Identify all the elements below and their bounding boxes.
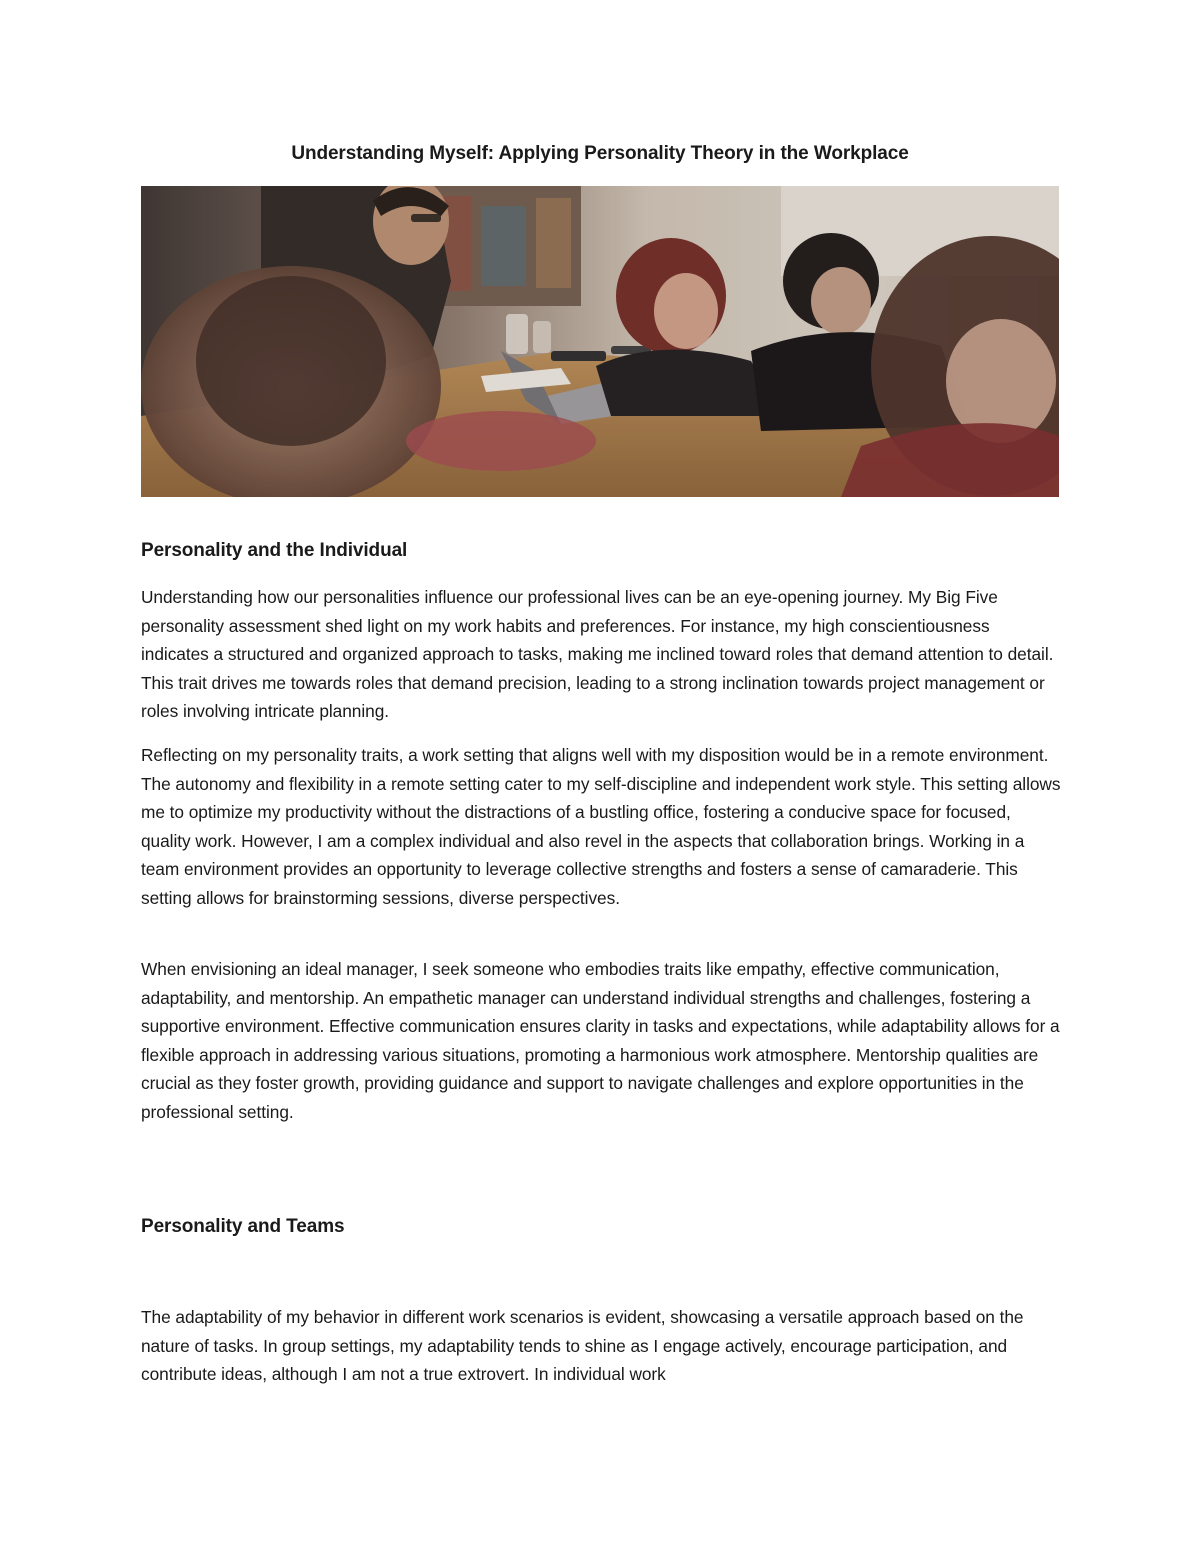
section-heading-individual: Personality and the Individual	[141, 540, 408, 561]
section-heading-teams: Personality and Teams	[141, 1216, 345, 1237]
paragraph-teams-1: The adaptability of my behavior in different work scenarios is evident, showcasing a versatile approach based on the nature of tasks. In group settings, my adaptability tends to shine as I engage actively, encourage participation, and contribute ideas, although I am not a true extrovert. In individual work	[141, 1307, 1024, 1385]
photo-team-meeting	[141, 186, 1059, 497]
paragraph-individual-1: Understanding how our personalities influence our professional lives can be an eye-opening journey. My Big Five personality assessment shed light on my work habits and preferences. For instance, my high conscientiousness indicates a structured and organized approach to tasks, making me inclined toward roles that demand attention to detail. This trait drives me towards roles that demand precision, leading to a strong inclination towards project management or roles involving intricate planning.	[141, 587, 1054, 722]
paragraph-individual-3: When envisioning an ideal manager, I seek someone who embodies traits like empathy, effective communication, adaptability, and mentorship. An empathetic manager can understand individual strengths and challenges, fostering a supportive environment. Effective communication ensures clarity in tasks and expectations, while adaptability allows for a flexible approach in addressing various situations, promoting a harmonious work atmosphere. Mentorship qualities are crucial as they foster growth, providing guidance and support to navigate challenges and explore opportunities in the professional setting.	[141, 959, 1060, 1122]
paragraph-individual-2: Reflecting on my personality traits, a work setting that aligns well with my disposition would be in a remote environment. The autonomy and flexibility in a remote setting cater to my self-discipline and independent work style. This setting allows me to optimize my productivity without the distractions of a bustling office, fostering a conducive space for focused, quality work. However, I am a complex individual and also revel in the aspects that collaboration brings. Working in a team environment provides an opportunity to leverage collective strengths and fosters a sense of camaraderie. This setting allows for brainstorming sessions, diverse perspectives.	[141, 745, 1061, 908]
document-title: Understanding Myself: Applying Personality Theory in the Workplace	[291, 143, 909, 164]
